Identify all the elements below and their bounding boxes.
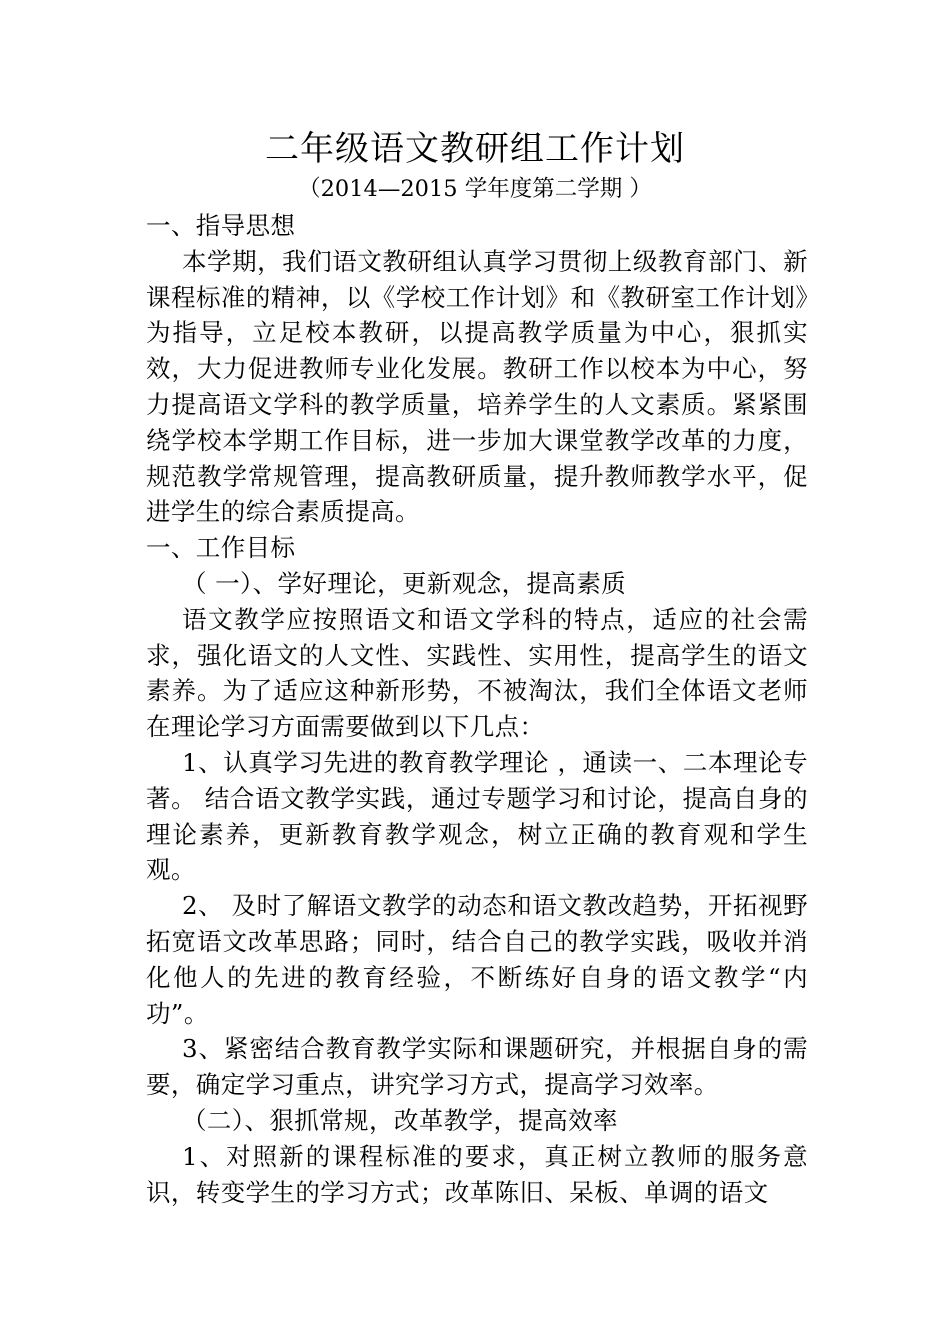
paragraph-guiding-thought: 本学期，我们语文教研组认真学习贯彻上级教育部门、新课程标准的精神，以《学校工作计划》和《教研室工作计划》为指导，立足校本教研，以提高教学质量为中心，狠抓实效，大力促进教师专业化发展。教研工作以校本为中心，努力提高语文学科的教学质量，培养学生的人文素质。紧紧围绕学校本学期工作目标，进一步加大课堂教学改革的力度，规范教学常规管理，提高教研质量，提升教师教学水平，促进学生的综合素质提高。 — [146, 246, 808, 527]
list-item-routine-1: 1、对照新的课程标准的要求，真正树立教师的服务意识，转变学生的学习方式；改革陈旧、呆板、单调的语文 — [146, 1141, 808, 1207]
page-title: 二年级语文教研组工作计划 — [265, 129, 685, 169]
subsection-heading-theory: （ 一）、学好理论，更新观念，提高素质 — [182, 568, 627, 598]
list-item-theory-1: 1、认真学习先进的教育教学理论 ，通读一、二本理论专著。 结合语文教学实践，通过专题学习和讨论，提高自身的理论素养，更新教育教学观念，树立正确的教育观和学生观。 — [146, 747, 808, 885]
paragraph-theory-intro: 语文教学应按照语文和语文学科的特点，适应的社会需求，强化语文的人文性、实践性、实用性，提高学生的语文素养。为了适应这种新形势，不被淘汰，我们全体语文老师在理论学习方面需要做到以下几点： — [146, 604, 808, 742]
section-heading-work-goals: 一、工作目标 — [146, 533, 296, 563]
list-item-theory-2: 2、 及时了解语文教学的动态和语文教改趋势，开拓视野拓宽语文改革思路；同时，结合自己的教学实践，吸收并消化他人的先进的教育经验，不断练好自身的语文教学“内功”。 — [146, 891, 808, 1028]
document-body — [146, 208, 808, 1210]
section-heading-guiding-thought: 一、指导思想 — [146, 211, 296, 240]
list-item-theory-3: 3、紧密结合教育教学实际和课题研究，并根据自身的需要，确定学习重点，讲究学习方式，提高学习效率。 — [146, 1034, 808, 1100]
page-subtitle: （2014—2015 学年度第二学期 ） — [298, 176, 652, 202]
subsection-heading-routine: （二）、狠抓常规，改革教学，提高效率 — [182, 1105, 618, 1135]
